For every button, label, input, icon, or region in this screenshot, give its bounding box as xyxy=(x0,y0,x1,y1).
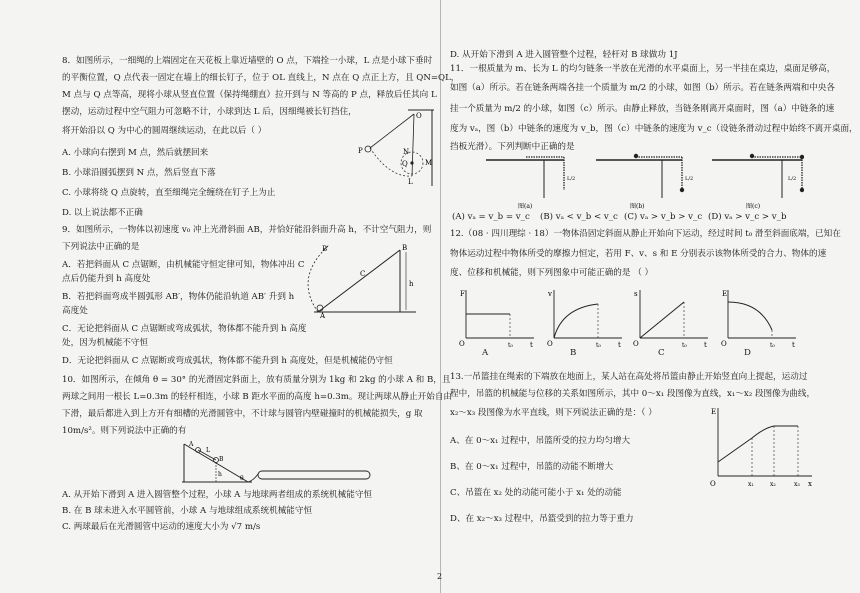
q11-line-5: 挡板光滑）。下列判断中正确的是 xyxy=(450,142,575,152)
q11-option-c: (C) vₐ > v_b > v_c xyxy=(624,212,703,222)
q12-c-label: C xyxy=(658,348,665,358)
q12-graph-d xyxy=(720,286,800,358)
q12-graph-c xyxy=(632,286,712,358)
q10-incline-tube-diagram xyxy=(180,438,375,490)
q11-line-4: 度为 vₐ，图（b）中链条的速度为 v_b，图（c）中链条的速度为 v_c（设链条滑动过程中始终不离开桌面， xyxy=(450,124,858,134)
q8-line-3: M 点与 Q 点等高，现将小球从竖直位置（保持绳绷直）拉开到与 N 等高的 P 点，释放后任其向 L xyxy=(62,90,437,100)
q12-b-yaxis: v xyxy=(548,290,552,298)
q11-label-half-a: L/2 xyxy=(567,176,576,182)
q11-label-half-b: L/2 xyxy=(685,176,694,182)
q10-label-a: A xyxy=(189,441,194,448)
q12-line-2: 物体运动过程中物体所受的摩擦力恒定，若用 F、v、s 和 E 分别表示该物体所受的合力、物体的速 xyxy=(450,249,827,259)
q13-line-1: 13.一吊篮挂在绳索的下端放在地面上，某人站在高处将吊篮由静止开始竖直向上提起，运动过 xyxy=(450,372,808,382)
q8-option-b: B. 小球沿圆弧摆到 N 点，然后竖直下落 xyxy=(62,168,216,178)
q10-option-d: D. 从开始下滑到 A 进入圆管整个过程，轻杆对 B 球做功 1J xyxy=(450,50,678,60)
q12-b-origin: O xyxy=(547,340,553,348)
q12-b-xaxis: t xyxy=(618,341,621,349)
q8-label-p: P xyxy=(358,147,363,155)
q11-line-3: 挂一个质量为 m/2 的小球，如图（c）所示。由静止释放，当链条刚离开桌面时，图（a）中链条的速 xyxy=(450,104,835,114)
q13-x3: x₃ xyxy=(794,481,800,488)
q9-option-c-1: C．无论把斜面从 C 点锯断或弯成弧状，物体都不能升到 h 高度 xyxy=(62,324,307,334)
q9-line-1: 9．如图所示，一物体以初速度 v₀ 冲上光滑斜面 AB，并恰好能沿斜面升高 h，不计空气阻力，则 xyxy=(62,225,432,235)
q8-line-1: 8．如图所示，一细绳的上端固定在天花板上靠近墙壁的 O 点，下端拴一小球，L 点是小球下垂时 xyxy=(62,56,433,66)
q9-option-a-1: A．若把斜面从 C 点锯断，由机械能守恒定律可知，物体冲出 C xyxy=(62,260,305,270)
q12-d-xmark: t₀ xyxy=(770,342,775,349)
q11-option-b: (B) vₐ < v_b < v_c xyxy=(540,212,618,222)
q12-a-xmark: t₀ xyxy=(508,342,513,349)
q10-line-3: 下滑，最后都进入到上方开有细槽的光滑圆管中，不计球与圆管内壁碰撞时的机械能损失，g 取 xyxy=(62,409,423,419)
q13-option-b: B、在 0～x₁ 过程中，吊篮的动能不断增大 xyxy=(450,462,614,472)
q12-c-origin: O xyxy=(633,340,639,348)
q12-c-xaxis: t xyxy=(704,341,707,349)
q13-x2: x₂ xyxy=(770,481,776,488)
q9-label-b: B xyxy=(402,244,408,252)
q12-graph-a xyxy=(458,286,538,358)
q10-line-2: 两球之间用一根长 L=0.3m 的轻杆相连，小球 B 距水平面的高度 h=0.3m。现让两球从静止开始自由 xyxy=(62,392,453,402)
q12-d-label: D xyxy=(744,348,751,358)
q8-line-5: 将开始沿以 Q 为中心的圆周继续运动，在此以后（ ） xyxy=(62,126,267,136)
q9-label-c: C xyxy=(360,270,366,278)
q10-option-a: A. 从开始下滑到 A 进入圆管整个过程，小球 A 与地球两者组成的系统机械能守恒 xyxy=(62,490,373,500)
q12-b-label: B xyxy=(570,348,577,358)
q8-option-d: D. 以上说法都不正确 xyxy=(62,208,143,218)
q8-label-l: L xyxy=(408,178,413,186)
q9-option-c-2: 处，因为机械能不守恒 xyxy=(62,338,148,348)
q12-a-label: A xyxy=(482,348,489,358)
q10-label-l: L xyxy=(206,447,210,454)
q12-c-xmark: t₀ xyxy=(682,342,687,349)
q12-line-3: 度、位移和机械能，则下列图象中可能正确的是 （ ） xyxy=(450,268,654,278)
q12-d-yaxis: E xyxy=(722,290,728,298)
q12-line-1: 12.（08 · 四川理综 · 18）一物体沿固定斜面从静止开始向下运动，经过时间 t₀ 滑至斜面底端，已知在 xyxy=(450,229,841,239)
q8-line-2: 的平衡位置，Q 点代表一固定在墙上的细长钉子，位于 OL 直线上，N 点在 Q 点正上方，且 QN=QL， xyxy=(62,73,460,83)
q11-caption-a: 图(a) xyxy=(518,203,533,210)
q12-a-yaxis: F xyxy=(460,290,465,298)
q12-a-origin: O xyxy=(459,340,465,348)
q13-option-c: C、吊篮在 x₂ 处的动能可能小于 x₁ 处的动能 xyxy=(450,488,622,498)
q9-label-a: A xyxy=(320,312,326,318)
q10-line-4: 10m/s²。则下列说法中正确的有 xyxy=(62,426,187,436)
q9-incline-diagram xyxy=(300,242,418,318)
page-number: 2 xyxy=(437,572,443,581)
q12-d-xaxis: t xyxy=(792,341,795,349)
q11-line-2: 如图（a）所示。若在链条两端各挂一个质量为 m/2 的小球，如图（b）所示。若在链条两端和中央各 xyxy=(450,83,835,93)
q12-graph-b xyxy=(546,286,626,358)
q13-line-2: 程中，吊篮的机械能与位移的关系如图所示，其中 0～x₁ 段图像为直线，x₁～x₂ 段图像为曲线， xyxy=(450,389,816,399)
page-fold-line xyxy=(440,0,441,593)
q9-option-b-2: 高度处 xyxy=(62,306,88,316)
q13-x1: x₁ xyxy=(748,481,754,488)
q10-option-c: C. 两球最后在光滑圆管中运动的速度大小为 √7 m/s xyxy=(62,522,261,532)
q9-option-a-2: 点后仍能升到 h 高度处 xyxy=(62,274,151,284)
q8-label-n: N xyxy=(403,148,410,156)
q10-option-b: B. 在 B 球未进入水平圆管前，小球 A 与地球组成系统机械能守恒 xyxy=(62,506,313,516)
q8-label-o: O xyxy=(416,112,422,120)
q11-line-1: 11．一根质量为 m、长为 L 的均匀链条一半放在光滑的水平桌面上，另一半挂在桌边，桌面足够高， xyxy=(450,64,836,74)
q12-b-xmark: t₀ xyxy=(596,342,601,349)
q9-line-2: 下列说法中正确的是 xyxy=(62,242,140,252)
q11-option-d: (D) vₐ > v_c > v_b xyxy=(708,212,787,222)
q13-option-d: D、在 x₂～x₃ 过程中，吊篮受到的拉力等于重力 xyxy=(450,514,634,524)
q8-option-a: A. 小球向右摆到 M 点，然后就摆回来 xyxy=(62,148,209,158)
q12-d-origin: O xyxy=(721,340,727,348)
q13-yaxis: E xyxy=(711,408,717,416)
q11-label-half-c: L/2 xyxy=(788,176,797,182)
q8-line-4: 摆动，运动过程中空气阻力可忽略不计，小球到达 L 后，因细绳被长钉挡住， xyxy=(62,107,357,117)
q12-a-xaxis: t xyxy=(530,341,533,349)
q8-label-m: M xyxy=(425,159,433,167)
q13-xaxis: x xyxy=(808,480,812,488)
q9-option-d: D．无论把斜面从 C 点锯断或弯成弧状，物体都不能升到 h 高度处，但是机械能仍守恒 xyxy=(62,356,393,366)
q10-label-b: B xyxy=(219,456,224,463)
q10-label-theta: θ xyxy=(240,475,244,482)
q12-c-yaxis: s xyxy=(634,290,638,298)
q10-line-1: 10．如图所示，在倾角 θ = 30° 的光滑固定斜面上，放有质量分别为 1kg 和 2kg 的小球 A 和 B，且 xyxy=(62,375,451,385)
q8-option-c: C. 小球将绕 Q 点旋转，直至细绳完全缠绕在钉子上为止 xyxy=(62,188,276,198)
q13-origin: O xyxy=(710,480,716,488)
q9-option-b-1: B．若把斜面弯成半圆弧形 AB′，物体仍能沿轨道 AB′ 升到 h xyxy=(62,292,295,302)
q13-option-a: A、在 0～x₁ 过程中，吊篮所受的拉力均匀增大 xyxy=(450,436,631,446)
q8-label-q: Q xyxy=(402,160,408,168)
q9-label-bprime: B′ xyxy=(322,245,329,253)
q11-option-a: (A) vₐ = v_b = v_c xyxy=(452,212,530,222)
q13-line-3: x₂～x₃ 段图像为水平直线，则下列说法正确的是：（ ） xyxy=(450,408,657,418)
q9-label-h: h xyxy=(409,280,414,288)
q11-chain-figures xyxy=(484,152,804,214)
q8-pendulum-diagram xyxy=(350,108,440,188)
q10-label-h: h xyxy=(218,471,222,478)
q13-energy-graph xyxy=(708,404,818,490)
q11-caption-c: 图(c) xyxy=(746,203,761,210)
q11-caption-b: 图(b) xyxy=(630,203,645,210)
